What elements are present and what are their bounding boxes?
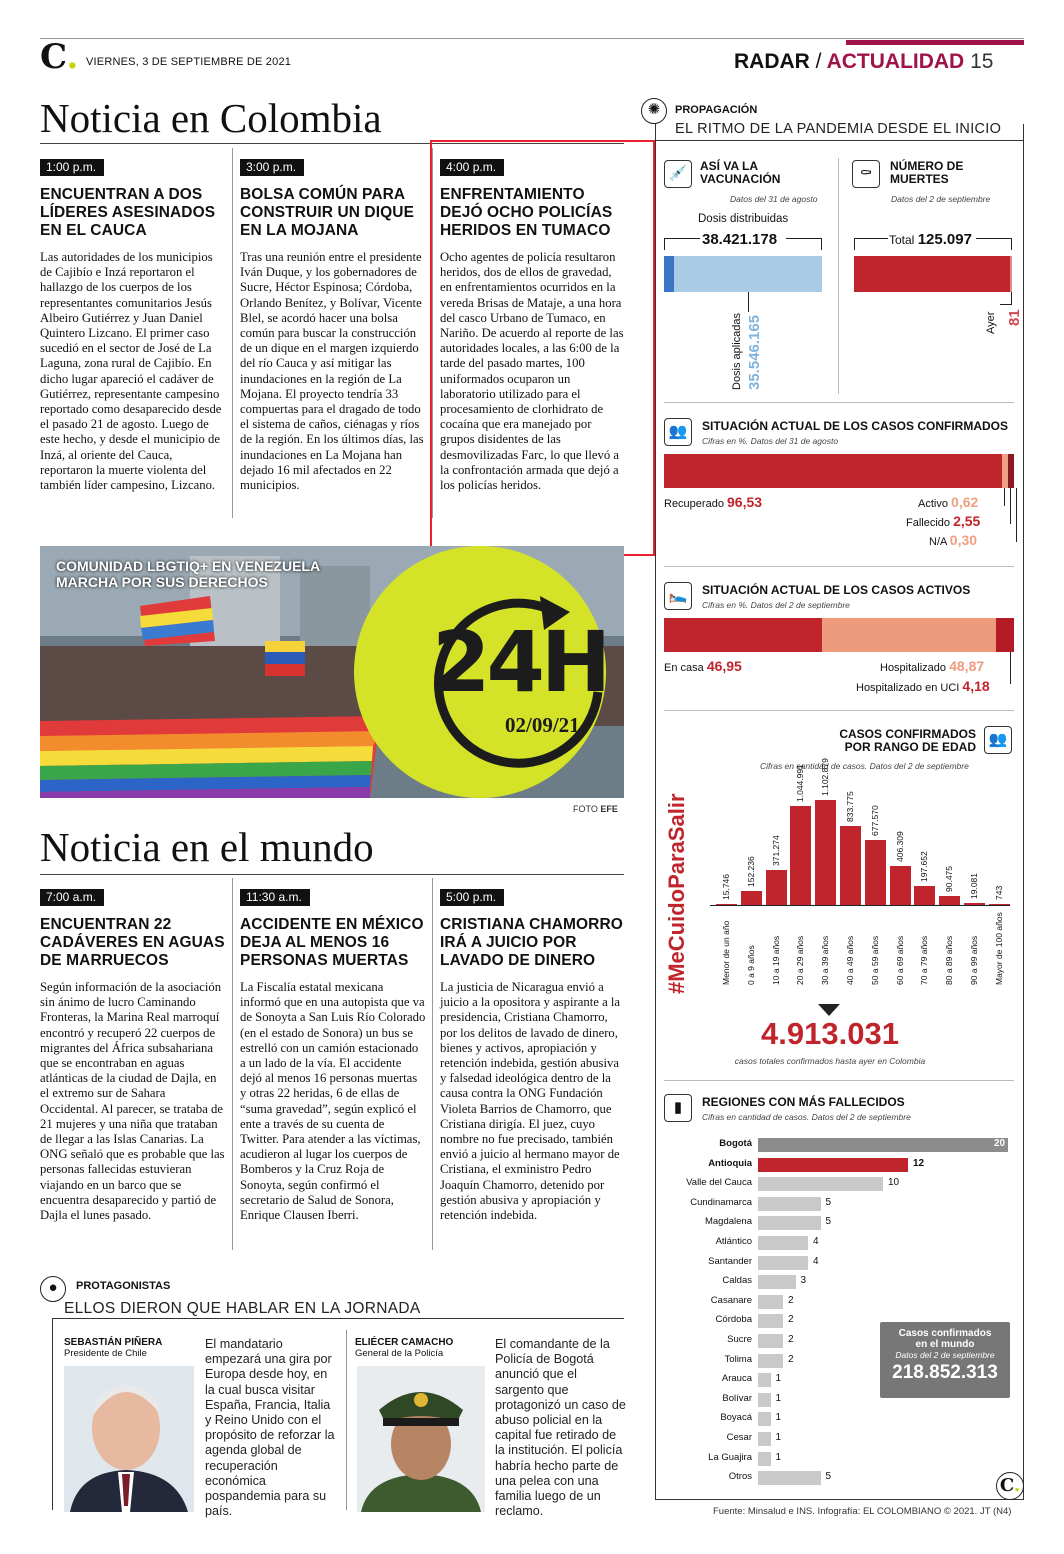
newspaper-logo-small: C. bbox=[996, 1472, 1024, 1500]
region-bar bbox=[758, 1275, 796, 1289]
region-value: 2 bbox=[788, 1353, 794, 1365]
region-label: Antioquia bbox=[708, 1157, 752, 1169]
age-value-label: 371.274 bbox=[770, 834, 781, 866]
age-category-label: 40 a 49 años bbox=[845, 935, 855, 985]
age-value-label: 1.102.879 bbox=[820, 758, 831, 796]
region-bar bbox=[758, 1471, 821, 1485]
age-bar bbox=[815, 800, 836, 905]
region-value: 1 bbox=[775, 1432, 782, 1443]
photo-credit: FOTO EFE bbox=[573, 804, 618, 814]
uci-bar bbox=[996, 618, 1014, 652]
age-category-label: Menor de un año bbox=[721, 920, 731, 985]
story-body: La Fiscalía estatal mexicana informó que en una autopista que va de Sonoyta a San Luis Río Colorado (en el estado de Sonora) un bus se estrelló con un camión estacionado a un lado de la vía. El accidente dejó al menos 16 personas muertas y otras 22 heridas, 6 de ellas de “suma gravedad”, según explicó el ente a través de su cuenta de Twitter. Para atender a las víctimas, acudieron al lugar los cuerpos de Bomberos y la Cruz Roja de Sonoyta, según confirmó el secretario de Salud de Sonora, Enrique Clausen Iberri. bbox=[240, 980, 426, 1223]
section-name: RADAR bbox=[734, 50, 810, 73]
ayer-label: Ayer bbox=[985, 311, 997, 334]
age-value-label: 743 bbox=[993, 885, 1004, 900]
region-bar bbox=[758, 1393, 771, 1407]
region-bar bbox=[758, 1256, 808, 1270]
confirmados-date: Cifras en %. Datos del 31 de agosto bbox=[702, 436, 839, 446]
bracket-left bbox=[854, 238, 888, 250]
region-bar bbox=[758, 1452, 771, 1466]
region-label: Atlántico bbox=[715, 1236, 752, 1247]
highlight-box bbox=[430, 140, 655, 556]
story-headline[interactable]: BOLSA COMÚN PARA CONSTRUIR UN DIQUE EN LA MOJANA bbox=[240, 186, 415, 239]
age-bar bbox=[741, 891, 762, 905]
story-time: 11:30 a.m. bbox=[240, 889, 310, 906]
edad-date: Cifras en cantidad de casos. Datos del 2 de septiembre bbox=[760, 761, 969, 771]
region-row bbox=[662, 1295, 1018, 1309]
region-value: 1 bbox=[775, 1451, 782, 1463]
region-label: Tolima bbox=[724, 1353, 752, 1365]
age-bar bbox=[890, 866, 911, 905]
aplicadas-label: Dosis aplicadas bbox=[731, 312, 743, 390]
na-item: N/A 0,30 bbox=[929, 532, 978, 548]
region-row bbox=[662, 1471, 1018, 1485]
page-number: 15 bbox=[970, 50, 994, 73]
distribuidas-value: 38.421.178 bbox=[702, 231, 778, 248]
region-row bbox=[662, 1432, 1018, 1446]
story-body: Tras una reunión entre el presidente Iván Duque, y los gobernadores de Sucre, Héctor Espinosa; Córdoba, Orlando Benítez, y Bolívar, Vicente Blel, se acordó hacer una bolsa común para buscar la construcción de un dique en el margen izquierdo del río Cauca y así mitigar las inundaciones en la región de La Mojana. El proyecto tendría 33 compuertas para el dragado de todo el sistema de caños, ciénagas y ríos de la región. En los últimos días, las inundaciones en La Mojana han dejado 16 mil afectados en 22 municipios. bbox=[240, 250, 424, 493]
protag-1-text: El mandatario empezará una gira por Europa desde hoy, en la cual busca visitar España, Francia, Italia y Reino Unido con el propósito de reforzar la agenda global de recuperación económica pospandemia para su país. bbox=[205, 1337, 335, 1519]
region-value: 2 bbox=[788, 1334, 794, 1345]
world-cases-box bbox=[880, 1322, 1010, 1398]
region-label: La Guajira bbox=[708, 1451, 752, 1463]
age-value-label: 15.746 bbox=[721, 873, 731, 900]
protag-2-photo[interactable] bbox=[357, 1366, 485, 1512]
recuperado-item: Recuperado 96,53 bbox=[664, 494, 763, 510]
casa-item: En casa 46,95 bbox=[664, 658, 742, 674]
age-value-label: 19.081 bbox=[969, 873, 979, 900]
region-row bbox=[662, 1216, 1018, 1230]
region-value: 3 bbox=[800, 1275, 807, 1287]
region-label: Valle del Cauca bbox=[686, 1177, 752, 1189]
region-bar bbox=[758, 1158, 908, 1172]
region-bar bbox=[758, 1177, 883, 1191]
colombia-story-1 bbox=[40, 158, 226, 493]
photo-caption: COMUNIDAD LBGTIQ+ EN VENEZUELA MARCHA POR SUS DERECHOS bbox=[56, 558, 320, 590]
muertes-date: Datos del 2 de septiembre bbox=[891, 194, 991, 204]
world-cases-date: Datos del 2 de septiembre bbox=[895, 1350, 995, 1360]
region-value: 2 bbox=[788, 1314, 794, 1326]
world-cases-label: Casos confirmados en el mundo bbox=[898, 1328, 992, 1350]
muertes-total: Total 125.097 bbox=[889, 231, 972, 248]
region-label: Magdalena bbox=[704, 1216, 752, 1228]
region-row bbox=[662, 1412, 1018, 1426]
vacunacion-bar bbox=[664, 256, 822, 292]
region-row bbox=[662, 1275, 1018, 1289]
region-bar bbox=[758, 1373, 771, 1387]
region-value: 5 bbox=[825, 1471, 832, 1483]
age-category-label: 10 a 19 años bbox=[770, 935, 781, 985]
edad-total-caption: casos totales confirmados hasta ayer en Colombia bbox=[734, 1056, 926, 1066]
region-row bbox=[662, 1197, 1018, 1211]
age-category-label: 0 a 9 años bbox=[745, 945, 756, 985]
protagonistas-subtitle: ELLOS DIERON QUE HABLAR EN LA JORNADA bbox=[64, 1300, 421, 1317]
region-bar bbox=[758, 1314, 783, 1328]
people-icon: 👥 bbox=[664, 418, 692, 446]
age-category-label: Mayor de 100 años bbox=[993, 912, 1004, 985]
muertes-title: NÚMERO DE MUERTES bbox=[890, 159, 964, 186]
bracket-right bbox=[786, 238, 822, 250]
age-value-label: 197.652 bbox=[919, 851, 930, 883]
story-body: Ocho agentes de policía resultaron heridos, dos de ellos de gravedad, en enfrentamientos ocurridos en la vereda Brisas de Mataje, a una hora del casco Urbano de Tumaco, en Nariño. De acuerdo al reporte de las autoridades locales, a las 6:00 de la tarde del pasado martes, 100 uniformados ocuparon un laboratorio utilizado para el procesamiento de clorhidrato de cocaína que era manejado por grupos disidentes de las desmovilizadas Farc, lo que llevó a la confrontación armada que dejó a los policías heridos. bbox=[440, 250, 624, 493]
age-value-label: 406.309 bbox=[894, 831, 905, 863]
story-headline[interactable]: ENCUENTRAN 22 CADÁVERES EN AGUAS DE MARRUECOS bbox=[40, 916, 225, 969]
region-label: Otros bbox=[728, 1471, 752, 1483]
protag-name: ELIÉCER CAMACHO bbox=[355, 1337, 454, 1348]
age-bar bbox=[914, 886, 935, 905]
uci-item: Hospitalizado en UCI 4,18 bbox=[856, 678, 990, 694]
ayer-value: 81 bbox=[1006, 309, 1023, 326]
distribuidas-label: Dosis distribuidas bbox=[698, 213, 789, 225]
age-bar bbox=[766, 870, 787, 905]
age-category-label: 70 a 79 años bbox=[919, 935, 930, 985]
age-category-label: 30 a 39 años bbox=[820, 935, 831, 985]
age-category-label: 90 a 99 años bbox=[969, 935, 979, 985]
region-label: Casanare bbox=[710, 1294, 752, 1306]
protag-role: General de la Policía bbox=[355, 1348, 444, 1359]
region-row bbox=[662, 1236, 1018, 1250]
confirmados-title: SITUACIÓN ACTUAL DE LOS CASOS CONFIRMADOS bbox=[702, 419, 1009, 433]
region-value: 5 bbox=[825, 1216, 832, 1228]
region-value: 20 bbox=[994, 1138, 1006, 1149]
age-value-label: 677.570 bbox=[869, 805, 880, 837]
virus-icon: ✺ bbox=[641, 98, 667, 124]
bracket-left bbox=[664, 238, 700, 250]
infographic-title: EL RITMO DE LA PANDEMIA DESDE EL INICIO bbox=[675, 121, 1002, 137]
region-value: 4 bbox=[813, 1255, 819, 1267]
story-body: Las autoridades de los municipios de Cajibío e Inzá reportaron el hallazgo de los cuerpos de los representantes comunitarios Jesús Albeiro Gutiérrez y Juan Daniel Quintero Lizcano. El primer caso sucedió en el sector de José de La Laguna, zona rural de Cajibío. En dicho lugar apareció el cadáver de Gutiérrez, representante campesino reportado como desaparecido desde el pasado 21 de agosto. Luego de este hecho, y desde el municipio de Inzá, al oriente del Cauca, reportaron la muerte violenta del también líder campesino, Lizcano. bbox=[40, 250, 222, 493]
age-value-label: 152.236 bbox=[745, 855, 756, 887]
edad-title: CASOS CONFIRMADOS POR RANGO DE EDAD bbox=[839, 727, 976, 754]
region-bar bbox=[758, 1412, 771, 1426]
story-time: 1:00 p.m. bbox=[40, 159, 104, 176]
section-header bbox=[734, 50, 993, 74]
region-bar bbox=[758, 1197, 821, 1211]
region-value: 10 bbox=[888, 1177, 900, 1189]
infographic-label: PROPAGACIÓN bbox=[675, 104, 758, 116]
section-color-bar bbox=[846, 40, 1024, 45]
region-label: Santander bbox=[708, 1255, 752, 1267]
story-headline[interactable]: ENCUENTRAN A DOS LÍDERES ASESINADOS EN EL CAUCA bbox=[40, 186, 216, 239]
age-category-label: 50 a 59 años bbox=[869, 935, 880, 985]
24h-date: 02/09/21 bbox=[505, 713, 580, 737]
edad-total: 4.913.031 bbox=[761, 1016, 899, 1051]
region-label: Córdoba bbox=[715, 1314, 752, 1326]
region-value: 4 bbox=[813, 1236, 819, 1247]
protagonistas-label: PROTAGONISTAS bbox=[76, 1280, 171, 1292]
story-body: Según información de la asociación sin ánimo de lucro Caminando Fronteras, la Marina Real marroquí encontró y recuperó 22 cuerpos de migrantes del África subsahariana que se encontraban en aguas atlánticas de la ciudad de Dajla, en el extremo sur de Sahara Occidental. Al parecer, se trataba de 21 mujeres y una niña que trataban de llegar a las Islas Canarias. La ONG señaló que es probable que las personas fallecidas estuvieran viajando en un barco que se encuentra desaparecido y partió de Dajla el lunes pasado. bbox=[40, 980, 225, 1223]
region-bar bbox=[758, 1236, 808, 1250]
region-value: 1 bbox=[775, 1392, 782, 1404]
24h-label: 24H bbox=[432, 613, 608, 711]
region-bar bbox=[758, 1216, 821, 1230]
region-bar bbox=[758, 1334, 783, 1348]
age-value-label: 1.044.991 bbox=[795, 763, 806, 802]
person-icon: ● bbox=[40, 1276, 66, 1302]
region-bar bbox=[758, 1432, 771, 1446]
region-value: 2 bbox=[788, 1294, 794, 1306]
age-category-label: 20 a 29 años bbox=[795, 935, 806, 985]
bar-chart-icon: ▮ bbox=[664, 1094, 692, 1122]
muertes-bar bbox=[854, 256, 1012, 292]
region-row bbox=[662, 1138, 1018, 1152]
regiones-date: Cifras en cantidad de casos. Datos del 2 de septiembre bbox=[702, 1112, 911, 1122]
region-bar bbox=[758, 1295, 783, 1309]
age-bar bbox=[790, 806, 811, 905]
age-value-label: 833.775 bbox=[845, 790, 855, 822]
mundo-story-1 bbox=[40, 888, 226, 1223]
region-row bbox=[662, 1452, 1018, 1466]
region-value: 12 bbox=[913, 1157, 925, 1169]
region-row bbox=[662, 1256, 1018, 1270]
region-label: Caldas bbox=[722, 1275, 752, 1287]
mundo-section-title: Noticia en el mundo bbox=[40, 824, 374, 870]
story-headline[interactable]: CRISTIANA CHAMORRO IRÁ A JUICIO POR LAVADO DE DINERO bbox=[440, 916, 623, 969]
protag-2-header bbox=[355, 1337, 495, 1359]
protag-1-photo[interactable] bbox=[64, 1366, 194, 1512]
vacunacion-gap bbox=[664, 256, 674, 292]
region-value: 5 bbox=[825, 1196, 832, 1208]
colombia-section-title: Noticia en Colombia bbox=[40, 95, 382, 141]
regiones-title: REGIONES CON MÁS FALLECIDOS bbox=[702, 1095, 905, 1109]
mundo-story-3 bbox=[440, 888, 626, 1223]
story-time: 7:00 a.m. bbox=[40, 889, 104, 906]
story-headline[interactable]: ENFRENTAMIENTO DEJÓ OCHO POLICÍAS HERIDOS EN TUMACO bbox=[440, 186, 613, 239]
syringe-icon: 💉 bbox=[664, 160, 692, 188]
activo-item: Activo 0,62 bbox=[918, 494, 979, 510]
region-label: Bogotá bbox=[719, 1138, 752, 1149]
hosp-bar bbox=[822, 618, 996, 652]
protag-role: Presidente de Chile bbox=[64, 1348, 147, 1359]
region-label: Cesar bbox=[726, 1432, 752, 1443]
fallecido-item: Fallecido 2,55 bbox=[906, 513, 981, 529]
sick-person-icon: 🛌 bbox=[664, 582, 692, 610]
protag-2-text: El comandante de la Policía de Bogotá anunció que el sargento que protagonizó un caso de abuso policial en la capital fue retirado de la institución. El policía habría hecho parte de una pelea con una familia luego de un reclamo. bbox=[495, 1337, 626, 1519]
region-label: Cundinamarca bbox=[690, 1196, 752, 1208]
vacunacion-title: ASÍ VA LA VACUNACIÓN bbox=[700, 159, 781, 186]
protag-name: SEBASTIÁN PIÑERA bbox=[64, 1337, 163, 1348]
hosp-item: Hospitalizado 48,87 bbox=[880, 658, 985, 674]
age-bar bbox=[939, 896, 960, 905]
age-bar bbox=[840, 826, 861, 905]
mundo-story-2 bbox=[240, 888, 426, 1223]
activos-title: SITUACIÓN ACTUAL DE LOS CASOS ACTIVOS bbox=[702, 583, 971, 597]
portrait-pinera bbox=[64, 1366, 194, 1512]
region-value: 1 bbox=[775, 1373, 782, 1385]
aplicadas-value: 35.546.165 bbox=[746, 314, 763, 390]
region-label: Boyacá bbox=[720, 1412, 752, 1424]
hashtag-vertical bbox=[664, 724, 692, 994]
infographic-footer: Fuente: Minsalud e INS. Infografía: EL COLOMBIANO © 2021. JT (N4) bbox=[713, 1506, 1012, 1517]
section-separator: / bbox=[815, 50, 822, 73]
coffin-icon: ⚰ bbox=[852, 160, 880, 188]
vacunacion-date: Datos del 31 de agosto bbox=[730, 194, 818, 204]
protag-1-header bbox=[64, 1337, 204, 1359]
region-bar bbox=[758, 1138, 1008, 1152]
age-bar bbox=[865, 840, 886, 905]
bracket-right bbox=[976, 238, 1012, 250]
age-category-label: 80 a 89 años bbox=[944, 935, 955, 985]
age-category-label: 60 a 69 años bbox=[894, 935, 905, 985]
age-axis bbox=[710, 905, 1010, 906]
portrait-camacho bbox=[357, 1366, 485, 1512]
hashtag: #MeCuidoParaSalir bbox=[664, 793, 689, 994]
region-row bbox=[662, 1177, 1018, 1191]
region-label: Bolívar bbox=[722, 1392, 752, 1404]
story-time: 3:00 p.m. bbox=[240, 159, 304, 176]
casa-bar bbox=[664, 618, 822, 652]
region-row bbox=[662, 1158, 1018, 1172]
header-rule bbox=[40, 38, 1024, 39]
story-headline[interactable]: ACCIDENTE EN MÉXICO DEJA AL MENOS 16 PERSONAS MUERTAS bbox=[240, 916, 424, 969]
story-time: 4:00 p.m. bbox=[440, 159, 504, 176]
confirmados-bar bbox=[664, 454, 1014, 488]
activos-date: Cifras en %. Datos del 2 de septiembre bbox=[702, 600, 850, 610]
region-label: Sucre bbox=[727, 1334, 752, 1345]
colombia-story-2 bbox=[240, 158, 426, 493]
newspaper-logo[interactable]: C. bbox=[40, 37, 79, 77]
age-value-label: 90.475 bbox=[944, 866, 955, 893]
region-bar bbox=[758, 1354, 783, 1368]
world-cases-value: 218.852.313 bbox=[892, 1362, 998, 1383]
region-value: 1 bbox=[775, 1412, 782, 1424]
group-icon: 👥 bbox=[984, 726, 1012, 754]
story-time: 5:00 p.m. bbox=[440, 889, 504, 906]
region-label: Arauca bbox=[721, 1373, 752, 1385]
story-body: La justicia de Nicaragua envió a juicio a la opositora y aspirante a la presidencia, Cristiana Chamorro, por los delitos de lavado de dinero, bienes y activos, apropiación y retención indebida, gestión abusiva y falsedad ideológica dentro de la causa contra la ONG Fundación Violeta Barrios de Chamorro, que Cristiana dirigía. El juez, cuyo nombre no fue precisado, también envió a juicio al hermano mayor de Cristiana, el exministro Pedro Joaquín Chamorro, detenido por gestión abusiva y apropiación y retención indebida. bbox=[440, 980, 621, 1223]
issue-date: VIERNES, 3 DE SEPTIEMBRE DE 2021 bbox=[86, 56, 292, 68]
subsection-name: ACTUALIDAD bbox=[826, 50, 965, 73]
